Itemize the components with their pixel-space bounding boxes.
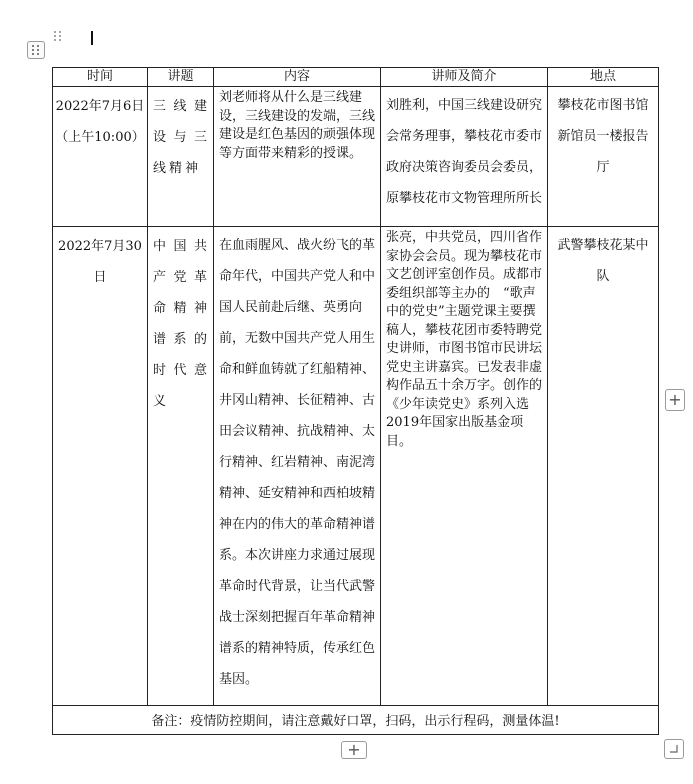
header-lecturer[interactable]: 讲师及简介 [381,68,548,87]
text-cursor [91,31,93,45]
header-place[interactable]: 地点 [548,68,659,87]
cell-content[interactable]: 刘老师将从什么是三线建设，三线建设的发端，三线建设是红色基因的顽强体现等方面带来精彩的授课。 [214,87,381,227]
resize-corner-icon [665,740,683,758]
drag-dots-icon [54,31,62,41]
cell-topic[interactable]: 三线建设与三线精神 [148,87,214,227]
table-resize-handle[interactable] [664,739,684,759]
cell-time[interactable]: 2022年7月6日（上午10:00） [53,87,148,227]
cell-lecturer[interactable]: 刘胜利，中国三线建设研究会常务理事，攀枝花市委市政府决策咨询委员会委员，原攀枝花市文物管理所所长 [381,87,548,227]
cell-topic[interactable]: 中国共产党革命精神谱系的时代意义 [148,227,214,706]
cell-lecturer[interactable]: 张亮，中共党员，四川省作家协会会员。现为攀枝花市文艺创评室创作员。成都市委组织部等主办的 “歌声中的党史”主题党课主要撰稿人，攀枝花团市委特聘党史讲师，市图书馆市民讲坛党史主讲嘉宾。已发表非虚构作品五十余万字。创作的《少年读党史》系列入选2019年国家出版基金项目。 [381,227,548,706]
table-row [53,87,659,227]
table-select-handle[interactable] [27,41,45,59]
cell-time[interactable]: 2022年7月30日 [53,227,148,706]
header-content[interactable]: 内容 [214,68,381,87]
grip-icon [32,45,40,55]
cell-place[interactable]: 攀枝花市图书馆新馆员一楼报告厅 [548,87,659,227]
plus-icon: + [347,740,361,759]
table-header-row [53,68,659,87]
header-time[interactable]: 时间 [53,68,148,87]
block-drag-handle[interactable] [54,31,62,41]
cell-content[interactable]: 在血雨腥风、战火纷飞的革命年代，中国共产党人和中国人民前赴后继、英勇向前，无数中国共产党人用生命和鲜血铸就了红船精神、井冈山精神、长征精神、古田会议精神、抗战精神、太行精神、红岩精神、南泥湾精神、延安精神和西柏坡精神在内的伟大的革命精神谱系。本次讲座力求通过展现革命时代背景，让当代武警战士深刻把握百年革命精神谱系的精神特质，传承红色基因。 [214,227,381,706]
add-column-button[interactable] [665,389,685,411]
table-note-row [53,705,659,734]
add-row-button[interactable] [341,741,367,759]
cell-note[interactable]: 备注：疫情防控期间，请注意戴好口罩，扫码，出示行程码，测量体温! [53,705,659,734]
cell-place[interactable]: 武警攀枝花某中队 [548,227,659,706]
table-row [53,227,659,706]
header-topic[interactable]: 讲题 [148,68,214,87]
lecture-schedule-table [52,67,659,735]
plus-icon: + [668,390,682,409]
